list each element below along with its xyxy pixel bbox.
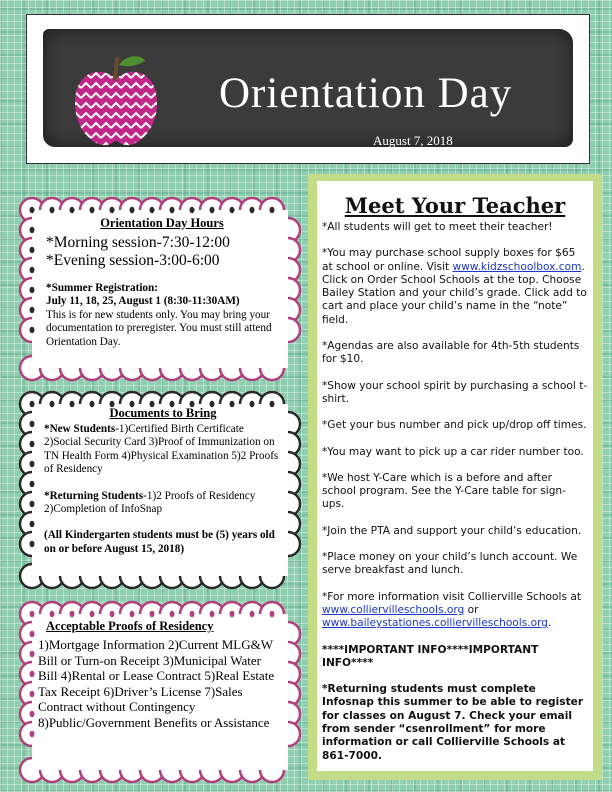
meet-teacher-heading: Meet Your Teacher <box>344 193 566 218</box>
returning-students-requirements <box>44 490 282 517</box>
morning-session: *Morning session-7:30-12:00 <box>46 234 230 251</box>
summer-registration-dates: July 11, 18, 25, August 1 (8:30-11:30AM) <box>46 295 240 308</box>
new-students-label: *New Students <box>44 423 116 435</box>
proofs-heading: Acceptable Proofs of Residency <box>46 619 214 633</box>
bailey-station-link[interactable]: www.baileystationes.colliervilleschools.org <box>322 617 548 630</box>
hours-box <box>18 196 302 382</box>
new-students-items: -1)Certified Birth Certificate 2)Social Security Card 3)Proof of Immunization on TN Health Form 4)Physical Examination 5)2 Proofs of Residency <box>44 423 279 476</box>
kindergarten-note: (All Kindergarten students must be (5) years old on or before August 15, 2018) <box>44 529 275 555</box>
hours-heading: Orientation Day Hours <box>100 216 224 230</box>
important-banner: ****IMPORTANT INFO****IMPORTANT INFO**** <box>322 643 539 669</box>
period-text: . <box>548 617 552 630</box>
evening-session: *Evening session-3:00-6:00 <box>46 252 220 269</box>
info-supply-boxes <box>322 247 588 327</box>
chalkboard <box>43 29 573 147</box>
summer-registration-note: This is for new students only. You may bring your documentation to preregister. You must still attend Orientation Day. <box>46 308 272 348</box>
supply-instructions: . Click on Order School Schools at the top. Choose Bailey Station and your child’s grade. Click add to cart and place your child’s name in the “note” field. <box>322 260 587 326</box>
info-pta: *Join the PTA and support your child’s education. <box>322 524 582 537</box>
returning-students-label: *Returning Students <box>44 489 144 502</box>
proofs-list: 1)Mortgage Information 2)Current MLG&W Bill or Turn-on Receipt 3)Municipal Water Bill 4)Rental or Lease Contract 5)Real Estate Tax Receipt 6)Driver’s License 7)Sales Contract without Contingency 8)Public/Government Benefits or Assistance <box>38 637 275 730</box>
info-spirit-shirt: *Show your school spirit by purchasing a school t-shirt. <box>322 379 588 405</box>
new-students-requirements <box>44 423 282 477</box>
meet-teacher-content <box>317 181 593 771</box>
collierville-schools-link[interactable]: www.colliervilleschools.org <box>322 603 465 616</box>
teacher-info-text <box>322 221 588 776</box>
documents-heading: Documents to Bring <box>109 406 217 420</box>
or-text: or <box>464 603 479 616</box>
header-banner <box>26 14 590 164</box>
info-agendas: *Agendas are also available for 4th-5th students for $10. <box>322 340 580 366</box>
page-title: Orientation Day <box>219 70 513 117</box>
infosnap-notice: *Returning students must complete Infosnap this summer to be able to register for classes on August 7. Check your email from sender “csenrollment” for more information or call Collierville Schools at 861-7000. <box>322 683 584 762</box>
info-y-care: *We host Y-Care which is a before and after school program. See the Y-Care table for sign-ups. <box>322 471 566 511</box>
info-bus-number: *Get your bus number and pick up/drop off times. <box>322 419 587 432</box>
info-lunch: *Place money on your child’s lunch account. We serve breakfast and lunch. <box>322 551 578 577</box>
returning-students-items: -1)2 Proofs of Residency 2)Completion of InfoSnap <box>44 489 256 516</box>
apple-icon <box>71 51 161 149</box>
proofs-box <box>18 600 302 784</box>
info-car-rider: *You may want to pick up a car rider number too. <box>322 445 584 458</box>
info-more-information <box>322 591 588 631</box>
summer-registration-title: *Summer Registration: <box>46 282 158 294</box>
kidzschoolbox-link[interactable]: www.kidzschoolbox.com <box>452 260 582 273</box>
event-date: August 7, 2018 <box>373 133 453 148</box>
supply-text: *You may purchase school supply boxes for $65 at school or online. Visit <box>322 247 576 273</box>
documents-box <box>18 390 302 590</box>
meet-teacher-panel <box>308 174 602 780</box>
more-info-text: *For more information visit Collierville Schools at <box>322 590 581 603</box>
info-meet-teacher: *All students will get to meet their teacher! <box>322 221 553 233</box>
